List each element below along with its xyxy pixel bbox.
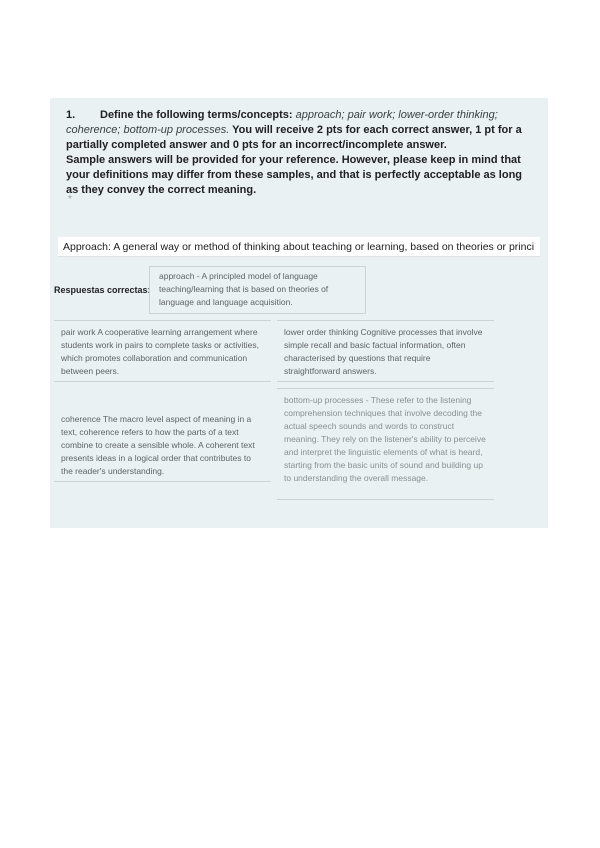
question-scoring: You will receive 2 pts for each correct answer, 1 pt for a partially completed answer and 0 pts for an incorrect/incomplete answer.	[66, 124, 522, 151]
correct-answer-bottom-up-processes: bottom-up processes - These refer to the listening comprehension techniques that involve decoding the actual speech sounds and words to construct meaning. They rely on the listener's ability to perceive and interpret the linguistic elements of what is heard, starting from the basic units of sound and building up to understanding the overall message.	[277, 388, 494, 500]
question-terms: approach; pair work; lower-order thinking; coherence; bottom-up processes.	[66, 109, 498, 136]
question-intro: Define the following terms/concepts:	[100, 109, 293, 121]
correct-answer-lower-order-thinking: lower order thinking Cognitive processes that involve simple recall and basic factual information, often characterised by questions that require straightforward answers.	[277, 320, 494, 382]
correct-answer-approach: approach - A principled model of language teaching/learning that is based on theories of language and language acquisition.	[149, 266, 366, 314]
question-note: Sample answers will be provided for your reference. However, please keep in mind that your definitions may differ from these samples, and that is perfectly acceptable as long as they convey the correct meaning.	[66, 154, 523, 196]
question-prompt	[66, 108, 536, 198]
answer-response-field[interactable]: Approach: A general way or method of thinking about teaching or learning, based on theories or princi	[58, 237, 540, 257]
required-marker: *	[68, 194, 72, 205]
question-card	[50, 98, 548, 528]
question-number: 1.	[66, 109, 76, 121]
correct-answer-coherence: coherence The macro level aspect of meaning in a text, coherence refers to how the parts of a text combine to create a sensible whole. A coherent text presents ideas in a logical order that contributes to the reader's understanding.	[54, 408, 271, 482]
correct-answer-pair-work: pair work A cooperative learning arrangement where students work in pairs to complete tasks or activities, which promotes collaboration and communication between peers.	[54, 320, 271, 382]
correct-answers-label: Respuestas correctas:	[54, 285, 151, 295]
